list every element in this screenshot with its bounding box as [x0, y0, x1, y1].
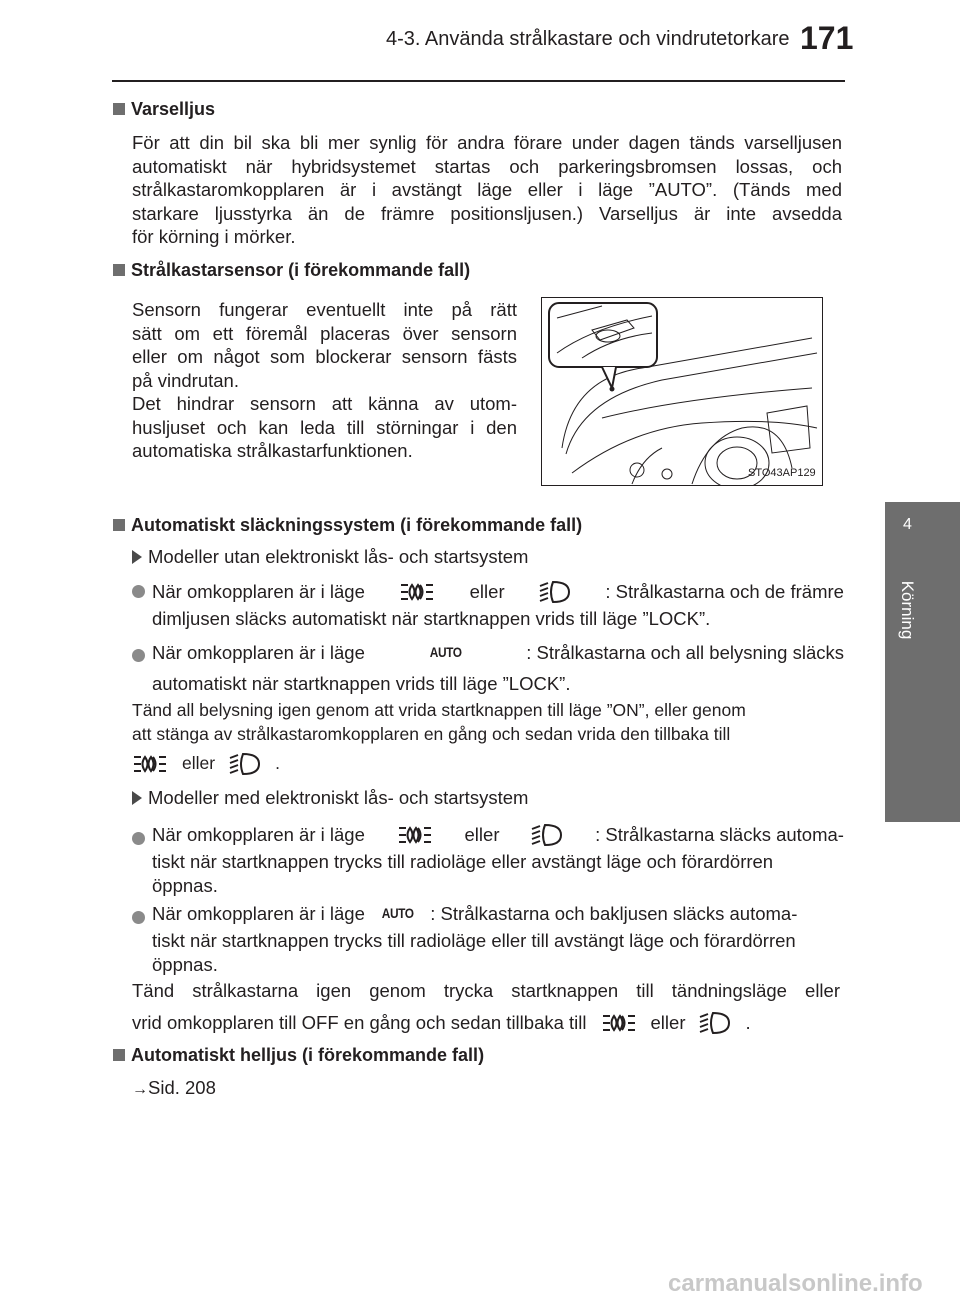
square-bullet-icon	[113, 264, 125, 276]
illustration-code: STO43AP129	[748, 467, 816, 479]
auto-icon: AUTO	[381, 905, 414, 922]
heading-sensor: Strålkastarsensor (i förekommande fall)	[113, 260, 470, 281]
headlamp-icon	[699, 1011, 731, 1035]
position-lamp-icon	[132, 753, 168, 775]
relight-paragraph-1: Tänd all belysning igen genom att vrida startknappen till läge ”ON”, eller genom att stänga av strålkastaromkopplaren en gång och sedan vrida den tillbaka till eller .	[132, 699, 844, 776]
bullet-1-dot	[132, 581, 145, 603]
dashboard-sensor-drawing	[542, 298, 822, 485]
header-divider	[112, 80, 845, 82]
bullet-1: När omkopplaren är i läge eller : Strålkastarna och de främre dimljusen släcks automatiskt när startknappen vrids till läge ”LOCK”.	[152, 581, 844, 629]
triangle-bullet-icon	[132, 791, 142, 805]
page-number: 171	[800, 20, 854, 56]
triangle-bullet-icon	[132, 550, 142, 564]
bullet-3-dot	[132, 828, 145, 850]
headlamp-icon	[539, 580, 571, 604]
heading-varselljus: Varselljus	[113, 99, 215, 120]
sensor-text: Sensorn fungerar eventuellt inte på rätt sätt om ett föremål placeras över sensorn eller om något som blockerar sensorn fästs på vindrutan. Det hindrar sensorn att känna av utom- husljuset och kan leda till störningar i den automatiska strålkastarfunktionen.	[132, 299, 517, 461]
heading-auto-highbeam: Automatiskt helljus (i förekommande fall)	[113, 1045, 484, 1066]
headlamp-icon	[531, 823, 563, 847]
section-header: 4-3. Använda strålkastare och vindrutetorkare	[386, 28, 790, 50]
position-lamp-icon	[397, 824, 433, 846]
square-bullet-icon	[113, 1049, 125, 1061]
chapter-tab-label: Körning	[898, 580, 917, 640]
subheading-with-smart-key: Modeller med elektroniskt lås- och startsystem	[132, 787, 528, 809]
subheading-without-smart-key: Modeller utan elektroniskt lås- och startsystem	[132, 546, 528, 568]
watermark: carmanualsonline.info	[668, 1270, 923, 1297]
square-bullet-icon	[113, 103, 125, 115]
bullet-4: När omkopplaren är i läge AUTO : Strålkastarna och bakljusen släcks automa- tiskt när startknappen trycks till radioläge eller till avstängt läge och förardörren öppnas.	[152, 903, 798, 975]
square-bullet-icon	[113, 519, 125, 531]
relight-paragraph-2: Tänd strålkastarna igen genom trycka startknappen till tändningsläge eller vrid omkopplaren till OFF en gång och sedan tillbaka till eller .	[132, 980, 840, 1033]
chapter-tab[interactable]	[885, 502, 960, 822]
bullet-4-dot	[132, 907, 145, 929]
arrow-right-icon: →	[132, 1081, 148, 1098]
bullet-3: När omkopplaren är i läge eller : Strålkastarna släcks automa- tiskt när startknappen trycks till radioläge eller avstängt läge och förardörren öppnas.	[152, 824, 844, 896]
auto-icon: AUTO	[429, 644, 462, 661]
chapter-tab-number: 4	[903, 516, 912, 533]
position-lamp-icon	[601, 1012, 637, 1034]
bullet-2: När omkopplaren är i läge AUTO : Strålkastarna och all belysning släcks automatiskt när startknappen vrids till läge ”LOCK”.	[152, 642, 844, 694]
headlamp-icon	[229, 752, 261, 776]
sensor-illustration	[541, 297, 823, 486]
position-lamp-icon	[399, 581, 435, 603]
bullet-2-dot	[132, 645, 145, 667]
heading-auto-off: Automatiskt släckningssystem (i förekommande fall)	[113, 515, 582, 536]
varselljus-text: För att din bil ska bli mer synlig för andra förare under dagen tänds varselljusen automatiskt när hybridsystemet startas och parkeringsbromsen lossas, och strålkastaromkopplaren är i avstängt läge eller i läge ”AUTO”. (Tänds med starkare ljusstyrka än de främre positionsljusen.) Varselljus är inte avsedda för körning i mörker.	[132, 132, 842, 247]
highbeam-page-ref[interactable]: →Sid. 208	[132, 1077, 216, 1098]
